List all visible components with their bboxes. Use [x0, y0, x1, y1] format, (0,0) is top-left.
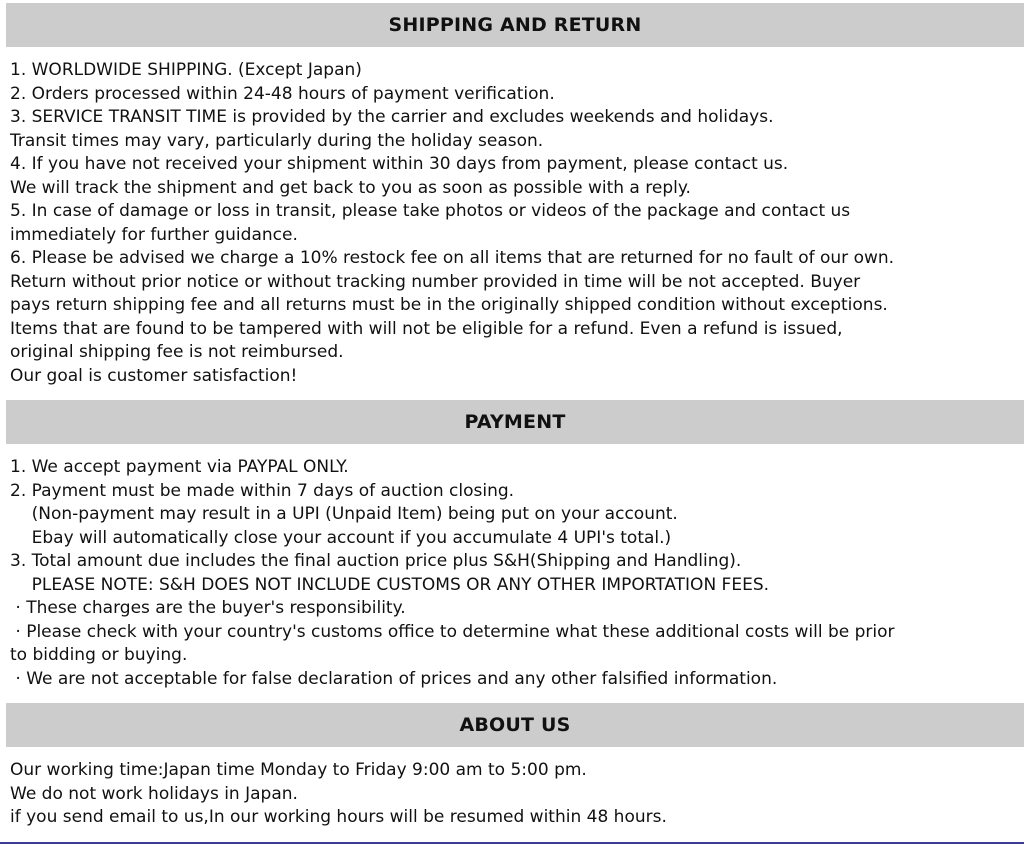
- text-line: original shipping fee is not reimbursed.: [10, 342, 344, 362]
- text-line: (Non-payment may result in a UPI (Unpaid Item) being put on your account.: [10, 504, 678, 524]
- text-line: if you send email to us,In our working hours will be resumed within 48 hours.: [10, 807, 667, 827]
- text-line: to bidding or buying.: [10, 645, 188, 665]
- text-line: Return without prior notice or without tracking number provided in time will be not accepted. Buyer: [10, 271, 861, 292]
- section-body-payment: [0, 456, 1024, 691]
- section-title: PAYMENT: [464, 411, 566, 433]
- text-line: 1. WORLDWIDE SHIPPING. (Except Japan): [10, 60, 362, 80]
- text-line: pays return shipping fee and all returns must be in the originally shipped condition without exceptions.: [10, 295, 888, 315]
- text-line: Our goal is customer satisfaction!: [10, 365, 298, 386]
- text-line: PLEASE NOTE: S&H DOES NOT INCLUDE CUSTOMS OR ANY OTHER IMPORTATION FEES.: [10, 574, 770, 595]
- text-line: Transit times may vary, particularly during the holiday season.: [10, 130, 544, 151]
- section-header-shipping-and-return: [6, 3, 1024, 47]
- section-body-about-us: [0, 759, 1024, 830]
- section-header-payment: [6, 400, 1024, 444]
- text-line: · We are not acceptable for false declaration of prices and any other falsified information.: [10, 668, 778, 689]
- text-line: 2. Orders processed within 24-48 hours of payment verification.: [10, 83, 555, 104]
- text-line: Items that are found to be tampered with will not be eligible for a refund. Even a refund is issued,: [10, 318, 843, 339]
- text-line: immediately for further guidance.: [10, 224, 298, 245]
- text-line: Our working time:Japan time Monday to Friday 9:00 am to 5:00 pm.: [10, 760, 587, 780]
- text-line: · Please check with your country's customs office to determine what these additional costs will be prior: [10, 621, 895, 642]
- text-line: 4. If you have not received your shipment within 30 days from payment, please contact us.: [10, 154, 789, 174]
- text-line: 5. In case of damage or loss in transit, please take photos or videos of the package and contact us: [10, 201, 851, 221]
- section-title: ABOUT US: [459, 714, 571, 736]
- section-title: SHIPPING AND RETURN: [388, 14, 642, 36]
- text-line: · These charges are the buyer's responsibility.: [10, 598, 406, 618]
- text-line: We do not work holidays in Japan.: [10, 783, 298, 804]
- text-line: 3. SERVICE TRANSIT TIME is provided by the carrier and excludes weekends and holidays.: [10, 107, 774, 127]
- text-line: Ebay will automatically close your account if you accumulate 4 UPI's total.): [10, 527, 672, 548]
- section-body-shipping-and-return: [0, 59, 1024, 388]
- text-line: 1. We accept payment via PAYPAL ONLY.: [10, 457, 349, 477]
- text-line: 6. Please be advised we charge a 10% restock fee on all items that are returned for no fault of our own.: [10, 248, 895, 268]
- text-line: We will track the shipment and get back to you as soon as possible with a reply.: [10, 177, 691, 198]
- section-header-about-us: [6, 703, 1024, 747]
- text-line: 2. Payment must be made within 7 days of auction closing.: [10, 480, 515, 501]
- text-line: 3. Total amount due includes the final auction price plus S&H(Shipping and Handling).: [10, 551, 742, 571]
- listing-policy-page: [0, 3, 1024, 845]
